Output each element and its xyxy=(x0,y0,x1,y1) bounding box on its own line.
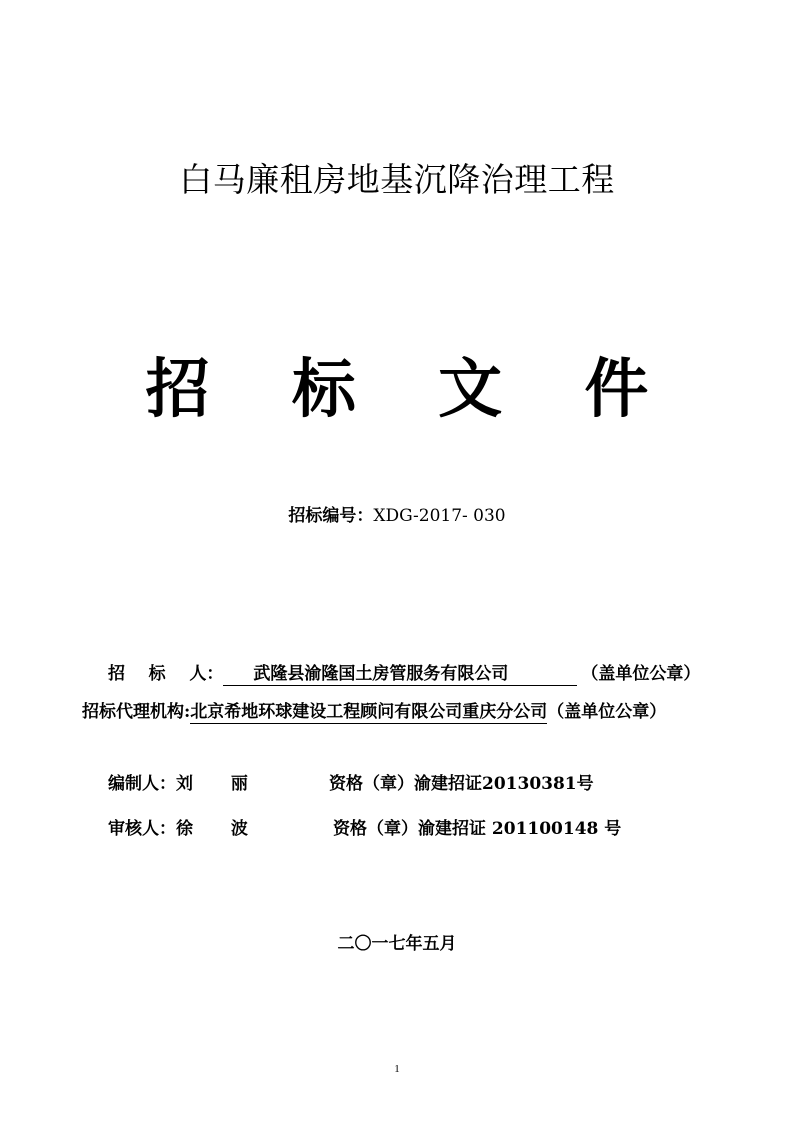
tenderer-label: 招 标 人： xyxy=(108,664,224,684)
tender-number-label: 招标编号： xyxy=(288,506,374,526)
document-title: 招 标 文 件 xyxy=(145,352,679,427)
agency-row xyxy=(82,700,666,724)
tenderer-row xyxy=(108,662,700,686)
document-date: 二〇一七年五月 xyxy=(337,934,457,954)
editor-name: 刘 丽 xyxy=(176,774,264,794)
agency-name: 北京希地环球建设工程顾问有限公司重庆分公司 xyxy=(190,702,548,722)
agency-seal-note: （盖单位公章） xyxy=(547,702,667,722)
editor-certificate: 资格（章）渝建招证20130381号 xyxy=(329,774,594,794)
editor-row xyxy=(108,772,594,796)
reviewer-label: 审核人： xyxy=(108,819,176,839)
tenderer-seal-note: （盖单位公章） xyxy=(581,664,701,684)
agency-label: 招标代理机构: xyxy=(82,702,191,722)
tender-number xyxy=(0,504,794,528)
reviewer-row xyxy=(108,817,621,841)
editor-label: 编制人： xyxy=(108,774,176,794)
tender-number-value: XDG-2017- 030 xyxy=(373,506,506,526)
tenderer-name: 武隆县渝隆国土房管服务有限公司 xyxy=(223,664,577,686)
page-number: 1 xyxy=(394,1063,400,1075)
reviewer-name: 徐 波 xyxy=(176,819,264,839)
reviewer-certificate: 资格（章）渝建招证 201100148 号 xyxy=(333,819,622,839)
project-title: 白马廉租房地基沉降治理工程 xyxy=(179,160,615,199)
